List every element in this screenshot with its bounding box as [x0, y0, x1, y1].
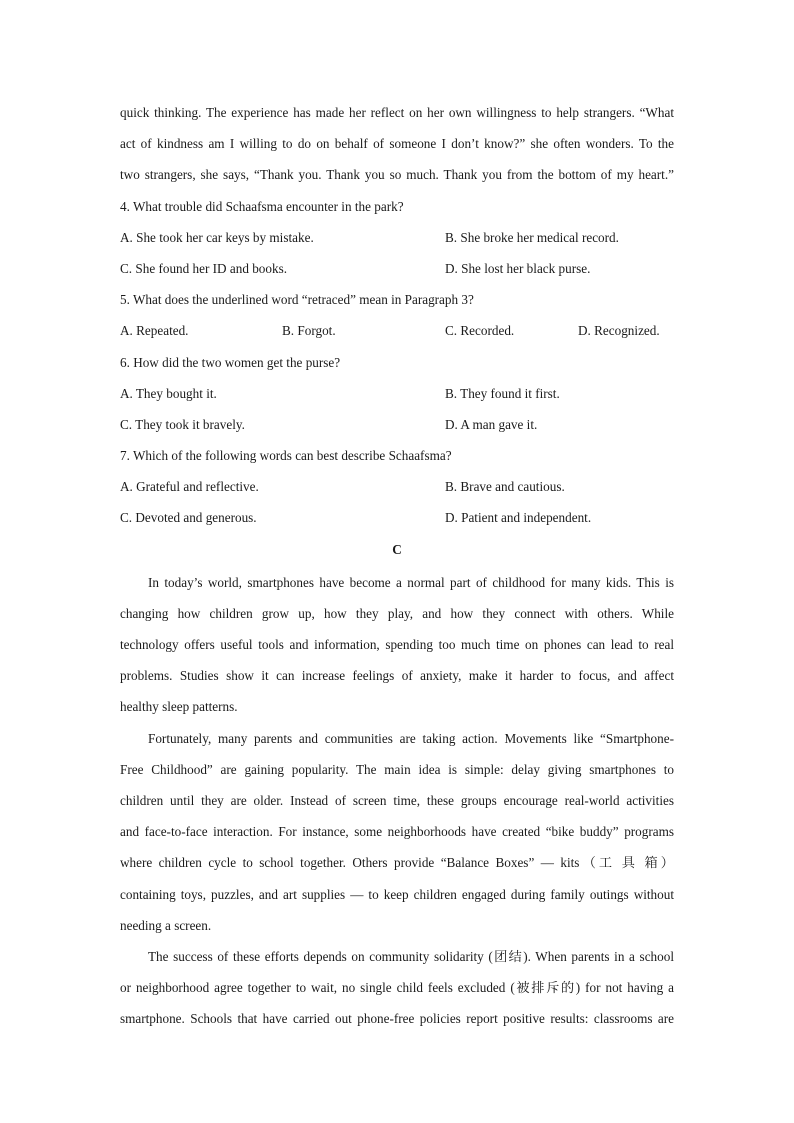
text-line: In today’s world, smartphones have become a normal part of childhood for many kids. This is: [148, 574, 674, 590]
text-line: technology offers useful tools and information, spending too much time on phones can lead to real: [120, 637, 674, 652]
text-line: or neighborhood agree together to wait, no single child feels excluded (被排斥的) for not having a: [120, 980, 674, 996]
option-d: D. A man gave it.: [445, 416, 538, 432]
option-c: C. Recorded.: [445, 323, 515, 339]
option-a: A. She took her car keys by mistake.: [120, 229, 314, 245]
text-line: quick thinking. The experience has made her reflect on her own willingness to help strangers. “What: [120, 105, 674, 120]
text-line: act of kindness am I willing to do on behalf of someone I don’t know?” she often wonders. To the: [120, 136, 674, 152]
paragraph: [120, 944, 674, 1038]
option-d: D. Patient and independent.: [445, 510, 592, 526]
text-line: needing a screen.: [120, 917, 212, 933]
section-heading: C: [392, 541, 402, 557]
option-row: [120, 256, 674, 287]
text-line: The success of these efforts depends on community solidarity (团结). When parents in a school: [148, 948, 674, 964]
option-row: [120, 505, 674, 536]
text-line: containing toys, puzzles, and art supplies — to keep children engaged during family outings without: [120, 886, 674, 902]
passage-b-ending: [120, 100, 674, 194]
question-7: [120, 443, 674, 537]
question-stem: 5. What does the underlined word “retraced” mean in Paragraph 3?: [120, 292, 474, 308]
option-c: C. She found her ID and books.: [120, 260, 288, 276]
text-line: children until they are older. Instead of screen time, these groups encourage real-world activities: [120, 792, 674, 808]
text-line: changing how children grow up, how they play, and how they connect with others. While: [120, 605, 674, 621]
text-line: Free Childhood” are gaining popularity. The main idea is simple: delay giving smartphones to: [120, 761, 674, 777]
option-d: D. Recognized.: [578, 323, 660, 339]
option-c: C. They took it bravely.: [120, 416, 245, 432]
option-row: [120, 225, 674, 256]
question-stem: 4. What trouble did Schaafsma encounter in the park?: [120, 198, 404, 214]
option-a: A. Repeated.: [120, 323, 189, 339]
document-page: [120, 100, 674, 1037]
option-row: [120, 412, 674, 443]
question-stem: 7. Which of the following words can best describe Schaafsma?: [120, 448, 452, 464]
question-6: [120, 350, 674, 444]
option-row: [120, 381, 674, 412]
option-row: [120, 318, 674, 349]
passage-c: [120, 570, 674, 1038]
question-stem: 6. How did the two women get the purse?: [120, 354, 341, 370]
text-line: smartphone. Schools that have carried out phone-free policies report positive results: classrooms are: [120, 1011, 674, 1027]
text-line: and face-to-face interaction. For instance, some neighborhoods have created “bike buddy” programs: [120, 824, 674, 840]
option-b: B. They found it first.: [445, 385, 560, 401]
text-line: where children cycle to school together. Others provide “Balance Boxes” — kits（工 具 箱）: [120, 855, 674, 871]
option-row: [120, 474, 674, 505]
text-line: Fortunately, many parents and communities are taking action. Movements like “Smartphone-: [148, 730, 674, 746]
option-b: B. Forgot.: [282, 323, 336, 339]
option-a: A. They bought it.: [120, 385, 217, 401]
paragraph: [120, 570, 674, 726]
text-line: problems. Studies show it can increase feelings of anxiety, make it harder to focus, and affect: [120, 668, 674, 684]
option-b: B. Brave and cautious.: [445, 479, 565, 495]
option-c: C. Devoted and generous.: [120, 510, 257, 526]
option-b: B. She broke her medical record.: [445, 229, 619, 245]
text-line: healthy sleep patterns.: [120, 699, 238, 715]
option-d: D. She lost her black purse.: [445, 260, 591, 276]
question-4: [120, 194, 674, 288]
question-5: [120, 287, 674, 349]
option-a: A. Grateful and reflective.: [120, 479, 259, 495]
text-line: two strangers, she says, “Thank you. Thank you so much. Thank you from the bottom of my heart.”: [120, 167, 674, 183]
paragraph: [120, 726, 674, 944]
